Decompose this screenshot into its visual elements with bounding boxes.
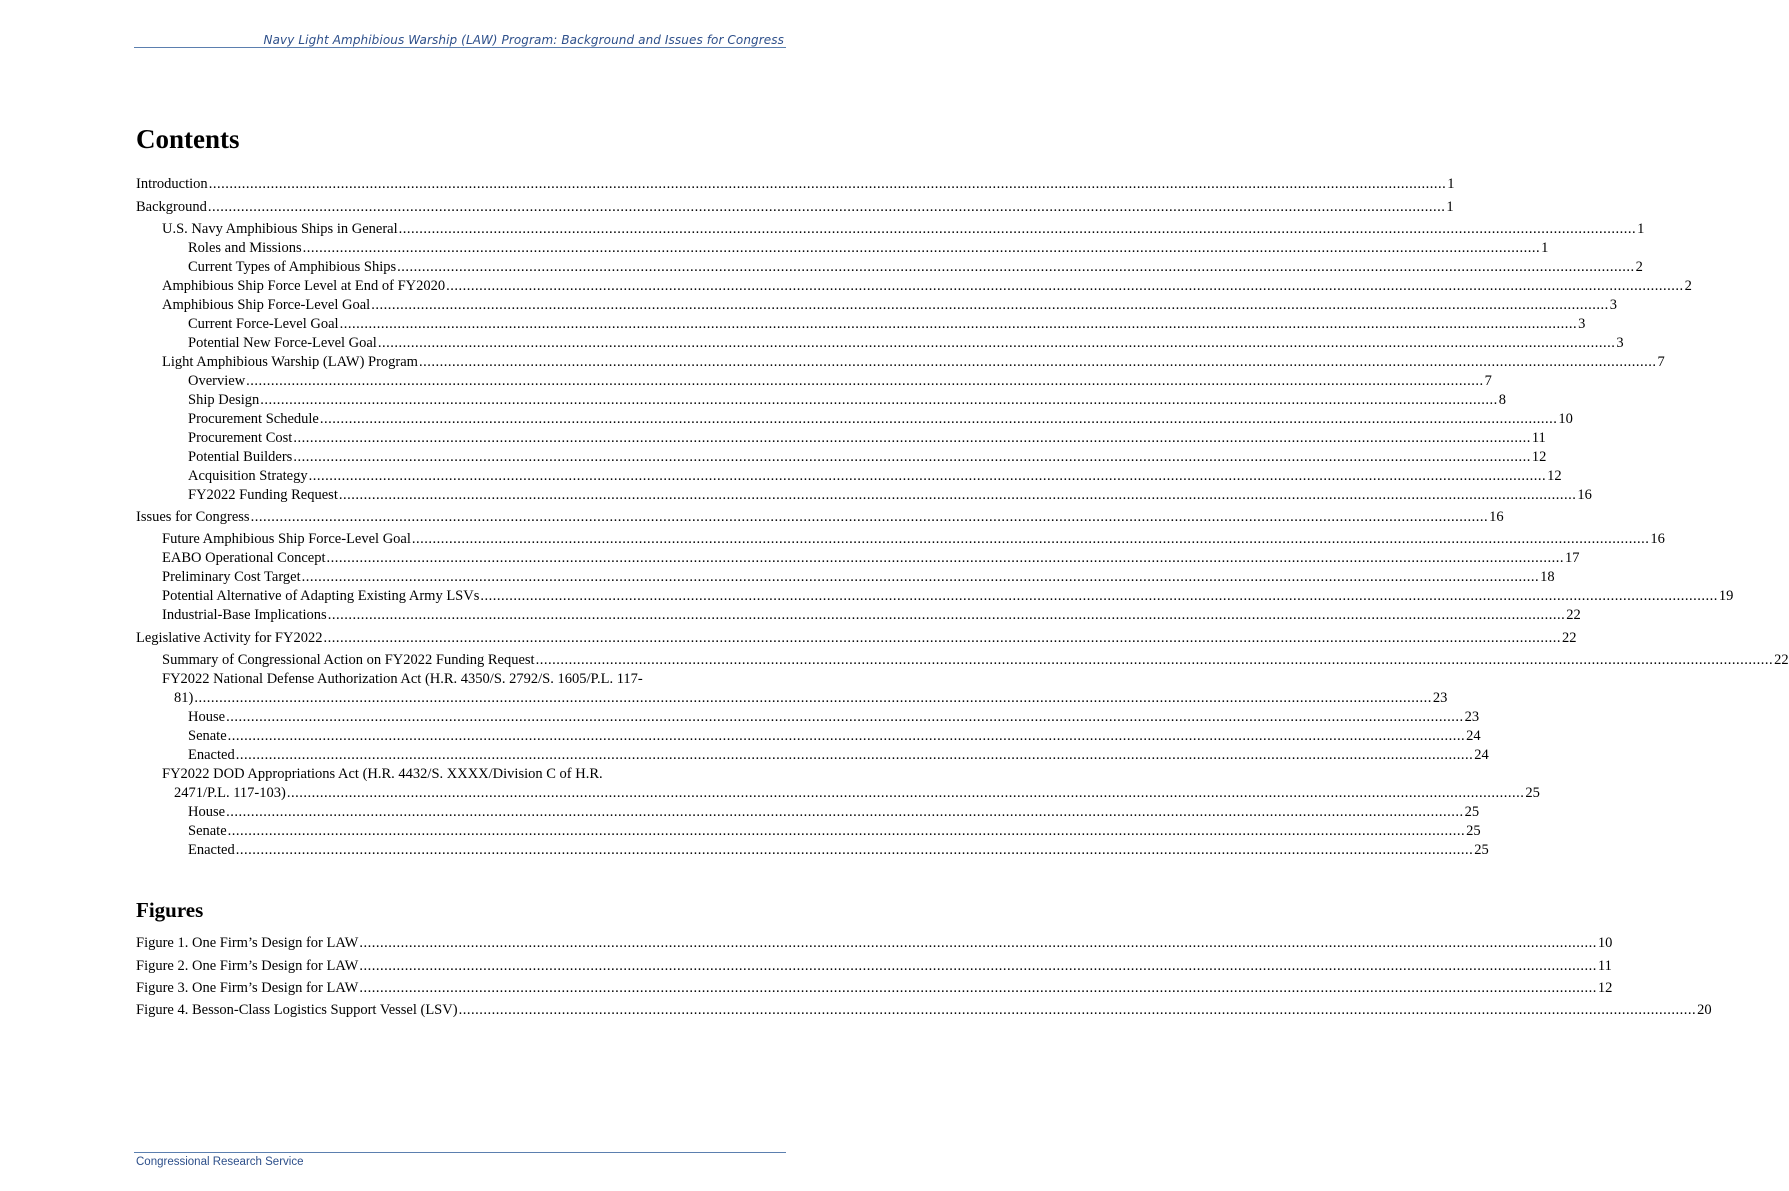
toc-entry[interactable]: Senate ............................................................................................................................................................................................................................................................................................................ 24	[188, 728, 1481, 744]
toc-entry[interactable]: Current Force-Level Goal ............................................................................................................................................................................................................................................................................................................ 3	[188, 316, 1586, 332]
contents-heading: Contents	[136, 124, 240, 154]
toc-entry[interactable]: Potential Builders ............................................................................................................................................................................................................................................................................................................ 12	[188, 449, 1547, 465]
toc-entry-line1[interactable]: FY2022 National Defense Authorization Act (H.R. 4350/S. 2792/S. 1605/P.L. 117-	[162, 671, 643, 687]
toc-entry[interactable]: Enacted ............................................................................................................................................................................................................................................................................................................ 24	[188, 747, 1489, 763]
toc-entry[interactable]: Acquisition Strategy ............................................................................................................................................................................................................................................................................................................ 12	[188, 468, 1562, 484]
toc-entry[interactable]: House ............................................................................................................................................................................................................................................................................................................ 23	[188, 709, 1480, 725]
toc-entry[interactable]: Summary of Congressional Action on FY2022 Funding Request ............................................................................................................................................................................................................................................................................................................ 22	[162, 652, 1789, 668]
toc-entry-line1[interactable]: FY2022 DOD Appropriations Act (H.R. 4432/S. XXXX/Division C of H.R.	[162, 766, 603, 782]
toc-entry[interactable]: Future Amphibious Ship Force-Level Goal ............................................................................................................................................................................................................................................................................................................ 16	[162, 531, 1665, 547]
footer-text: Congressional Research Service	[136, 1156, 304, 1168]
toc-entry[interactable]: House ............................................................................................................................................................................................................................................................................................................ 25	[188, 804, 1480, 820]
header-title: Navy Light Amphibious Warship (LAW) Program: Background and Issues for Congress	[263, 33, 784, 47]
running-footer	[134, 1152, 786, 1168]
toc-entry[interactable]: Introduction ............................................................................................................................................................................................................................................................................................................ 1	[136, 176, 1455, 192]
toc-entry[interactable]: EABO Operational Concept ............................................................................................................................................................................................................................................................................................................ 17	[162, 550, 1580, 566]
toc-entry[interactable]: Industrial-Base Implications ............................................................................................................................................................................................................................................................................................................ 22	[162, 607, 1581, 623]
toc-entry[interactable]: Legislative Activity for FY2022 ............................................................................................................................................................................................................................................................................................................ 22	[136, 630, 1577, 646]
toc-entry[interactable]: Potential New Force-Level Goal ............................................................................................................................................................................................................................................................................................................ 3	[188, 335, 1624, 351]
toc-entry[interactable]: Roles and Missions ............................................................................................................................................................................................................................................................................................................ 1	[188, 240, 1549, 256]
toc-entry[interactable]: Issues for Congress ............................................................................................................................................................................................................................................................................................................ 16	[136, 509, 1504, 525]
toc-entry[interactable]: Procurement Cost ............................................................................................................................................................................................................................................................................................................ 11	[188, 430, 1546, 446]
toc-entry[interactable]: Amphibious Ship Force-Level Goal ............................................................................................................................................................................................................................................................................................................ 3	[162, 297, 1617, 313]
toc-entry[interactable]: Ship Design ............................................................................................................................................................................................................................................................................................................ 8	[188, 392, 1507, 408]
toc-entry[interactable]: Preliminary Cost Target ............................................................................................................................................................................................................................................................................................................ 18	[162, 569, 1555, 585]
toc-entry[interactable]: Enacted ............................................................................................................................................................................................................................................................................................................ 25	[188, 842, 1489, 858]
toc-entry[interactable]: Amphibious Ship Force Level at End of FY2020 ............................................................................................................................................................................................................................................................................................................ 2	[162, 278, 1692, 294]
toc-entry[interactable]: Overview ............................................................................................................................................................................................................................................................................................................ 7	[188, 373, 1492, 389]
toc-entry[interactable]: U.S. Navy Amphibious Ships in General ............................................................................................................................................................................................................................................................................................................ 1	[162, 221, 1645, 237]
figure-entry[interactable]: Figure 1. One Firm’s Design for LAW ............................................................................................................................................................................................................................................................................................................ 10	[136, 935, 1613, 951]
toc-entry[interactable]: Light Amphibious Warship (LAW) Program ............................................................................................................................................................................................................................................................................................................ 7	[162, 354, 1665, 370]
toc-entry[interactable]: Potential Alternative of Adapting Existing Army LSVs ............................................................................................................................................................................................................................................................................................................ 19	[162, 588, 1734, 604]
figure-entry[interactable]: Figure 4. Besson-Class Logistics Support Vessel (LSV) ............................................................................................................................................................................................................................................................................................................ 20	[136, 1002, 1712, 1018]
toc-entry[interactable]: FY2022 Funding Request ............................................................................................................................................................................................................................................................................................................ 16	[188, 487, 1592, 503]
toc-entry[interactable]: Background ............................................................................................................................................................................................................................................................................................................ 1	[136, 199, 1454, 215]
toc-entry[interactable]: 2471/P.L. 117-103) ............................................................................................................................................................................................................................................................................................................ 25	[174, 785, 1540, 801]
figure-entry[interactable]: Figure 3. One Firm’s Design for LAW ............................................................................................................................................................................................................................................................................................................ 12	[136, 980, 1613, 996]
toc-entry[interactable]: Current Types of Amphibious Ships ............................................................................................................................................................................................................................................................................................................ 2	[188, 259, 1643, 275]
toc-entry[interactable]: Senate ............................................................................................................................................................................................................................................................................................................ 25	[188, 823, 1481, 839]
toc-entry[interactable]: 81) ............................................................................................................................................................................................................................................................................................................ 23	[174, 690, 1448, 706]
toc-entry[interactable]: Procurement Schedule ............................................................................................................................................................................................................................................................................................................ 10	[188, 411, 1573, 427]
figure-entry[interactable]: Figure 2. One Firm’s Design for LAW ............................................................................................................................................................................................................................................................................................................ 11	[136, 958, 1612, 974]
figures-heading: Figures	[136, 898, 204, 922]
